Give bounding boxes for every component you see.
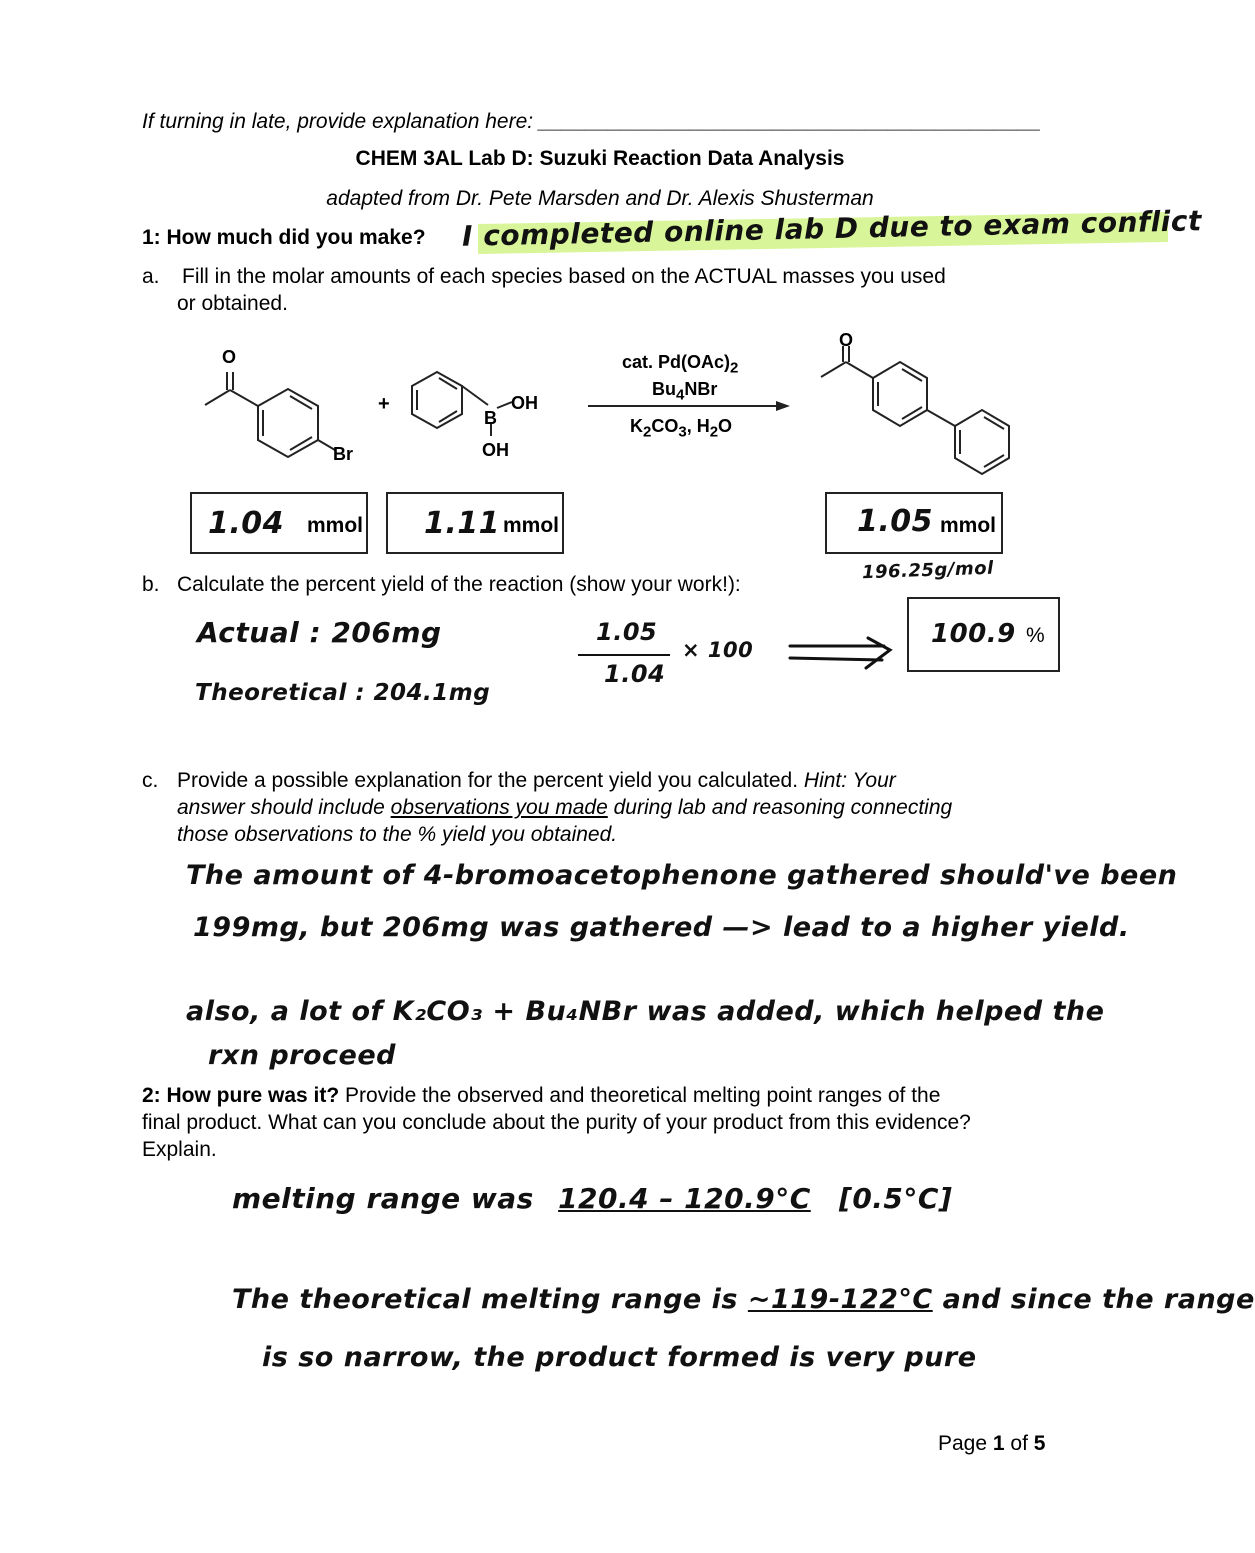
page-footer: [938, 1430, 1045, 1457]
mmol-box-2[interactable]: [386, 492, 564, 554]
condition-catalyst: [622, 352, 738, 377]
answer-2-line3: is so narrow, the product formed is very pure: [262, 1342, 977, 1373]
melting-range-value: 120.4 – 120.9°C: [558, 1182, 811, 1215]
page-total: 5: [1033, 1432, 1046, 1455]
condition-ptc: [652, 379, 717, 404]
cond-base-co: CO: [651, 416, 679, 436]
theoretical-range-label: The theoretical melting range is: [232, 1284, 738, 1315]
page-number: 1: [992, 1432, 1005, 1455]
of-word: of: [1010, 1432, 1028, 1455]
cond-ptc-sub: 4: [676, 386, 685, 404]
answer-c-line2: 199mg, but 206mg was gathered —> lead to a higher yield.: [193, 912, 1130, 943]
yield-unit: %: [1026, 624, 1045, 647]
mmol-value-2: 1.11: [424, 506, 501, 541]
times-hundred: × 100: [682, 638, 754, 662]
cond-base-o: O: [718, 416, 733, 436]
q1c-line2-b: during lab and reasoning connecting: [613, 796, 953, 819]
theoretical-range-value: ~119-122°C: [747, 1284, 933, 1315]
q1c-line3: those observations to the % yield you obtained.: [177, 823, 618, 846]
cond-ptc-post: NBr: [684, 379, 718, 399]
molar-mass-note: 196.25g/mol: [861, 557, 995, 584]
cond-cat-sub: 2: [730, 359, 739, 377]
q1a-label: a.: [142, 265, 160, 288]
reaction-scheme: [0, 320, 1200, 490]
plus-sign: +: [378, 393, 390, 415]
mmol-box-3[interactable]: [825, 492, 1003, 554]
q1c-line1-a: Provide a possible explanation for the percent yield you calculated.: [177, 769, 799, 792]
q2-heading: 2: How pure was it?: [142, 1084, 340, 1107]
melting-range-width: [0.5°C]: [839, 1182, 953, 1215]
cond-base-h: , H: [686, 416, 710, 436]
late-explanation-prompt: If turning in late, provide explanation here: ___________________________________________: [142, 110, 1042, 133]
melting-range-label: melting range was: [232, 1182, 534, 1215]
aryl-ring-4: [955, 410, 1009, 474]
answer-2-line1: [232, 1182, 952, 1215]
cond-base-k: K: [630, 416, 643, 436]
answer-c-line1: The amount of 4-bromoacetophenone gathered should've been: [186, 860, 1178, 891]
answer-2-line2: [232, 1284, 1255, 1315]
q2-text-line1: Provide the observed and theoretical melting point ranges of the: [345, 1084, 941, 1107]
q1c-line2-a: answer should include: [177, 796, 385, 819]
cond-base-sub2: 3: [678, 423, 687, 441]
mmol-box-1[interactable]: [190, 492, 368, 554]
mmol-unit-1: mmol: [307, 514, 364, 537]
fraction-numerator: 1.05: [596, 618, 658, 646]
q1c-label: c.: [142, 769, 159, 792]
fraction-denominator: 1.04: [604, 660, 666, 688]
actual-mass: Actual : 206mg: [197, 616, 442, 649]
mmol-unit-2: mmol: [503, 514, 560, 537]
mmol-unit-3: mmol: [940, 514, 997, 537]
mmol-value-3: 1.05: [857, 504, 934, 539]
q1a-text-line1: Fill in the molar amounts of each species based on the ACTUAL masses you used: [182, 265, 946, 288]
condition-base: [630, 416, 732, 441]
q1b-label: b.: [142, 573, 160, 596]
fraction-bar: [578, 654, 670, 656]
mmol-value-1: 1.04: [208, 506, 285, 541]
answer-c-line3: also, a lot of K₂CO₃ + Bu₄NBr was added, which helped the: [186, 996, 1105, 1027]
cond-cat-main: cat. Pd(OAc): [622, 352, 731, 372]
reaction-arrow-head: [776, 401, 790, 411]
cond-ptc-pre: Bu: [652, 379, 676, 399]
q2-text-line2: final product. What can you conclude about the purity of your product from this evidence?: [142, 1111, 971, 1134]
q2-text-line3: Explain.: [142, 1138, 217, 1161]
aryl-ring-3: [873, 362, 927, 426]
theoretical-range-tail: and since the range: [942, 1284, 1255, 1315]
answer-c-line4: rxn proceed: [208, 1040, 397, 1071]
atom-b: B: [484, 408, 497, 428]
aryl-ring-2: [412, 372, 462, 428]
page-subtitle: adapted from Dr. Pete Marsden and Dr. Alexis Shusterman: [326, 187, 874, 210]
q1b-text: Calculate the percent yield of the reaction (show your work!):: [177, 573, 741, 596]
page-title: CHEM 3AL Lab D: Suzuki Reaction Data Analysis: [355, 147, 845, 170]
q1c-hint: Hint: Your: [803, 769, 896, 792]
page-word: Page: [938, 1432, 988, 1455]
q1c-line1: [177, 767, 896, 794]
q1-heading: 1: How much did you make?: [142, 226, 426, 249]
yield-box[interactable]: [907, 597, 1060, 672]
atom-o-2: O: [839, 330, 854, 350]
atom-oh-2: OH: [482, 440, 509, 460]
yield-value: 100.9: [931, 619, 1016, 649]
cond-base-sub1: 2: [643, 423, 652, 441]
q1a-text-line2: or obtained.: [177, 292, 288, 315]
implies-arrow: [786, 636, 896, 672]
cond-base-sub3: 2: [709, 423, 719, 441]
q2-line1: [142, 1082, 940, 1109]
handwritten-late-note: I completed online lab D due to exam conflict: [461, 204, 1203, 253]
q1c-line2: [177, 794, 952, 821]
q1c-line2-underlined: observations you made: [390, 796, 608, 819]
theoretical-mass: Theoretical : 204.1mg: [195, 680, 491, 706]
atom-o-1: O: [222, 347, 237, 367]
aryl-ring-1: [258, 389, 318, 457]
atom-oh-1: OH: [511, 393, 538, 413]
atom-br: Br: [333, 444, 354, 464]
